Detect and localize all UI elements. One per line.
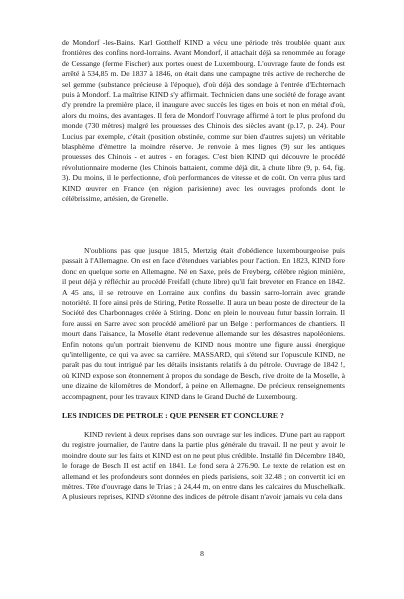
body-paragraph: N'oublions pas que jusque 1815, Mertzig était d'obédience luxembourgeoise puis passait à l'Allemagne. On est en face d'étendues variables pour l'action. En 1823, KIND fore donc en quelque sorte en Allemagne. Né en Saxe, près de Freyberg, célèbre région minière, il peut déjà y réfléchir au procédé Freifall (chute libre) qu'il fait breveter en France en 1842. A 45 ans, il se retrouve en Lorraine aux confins du bassin sarro-lorrain avec grande notoriété. Il fore ainsi près de Stiring, Petite Rosselle. Il aura un beau poste de directeur de la Société des Charbonnages créée à Stiring. Donc en plein le nouveau futur bassin lorrain. Il fore aussi en Sarre avec son procédé amélioré par un Belge : performances de chantiers. Il mourt dans l'aisance, la Moselle étant redevenue allemande sur les désastres napoléoniens. Enfin notons qu'un portrait bienvenu de KIND nous montre une figure aussi énergique qu'intelligente, ce qui va avec sa carrière. MASSARD, qui s'étend sur l'opuscule KIND, ne paraît pas du tout intrigué par les détails insistants relatifs à du pétrole. Ouvrage de 1842 !, où KIND expose son étonnement à propos du sondage de Besch, rive droite de la Moselle, à une dizaine de kilomètres de Mondorf, à peine en Allemagne. De précieux renseignements accompagnent, pour les travaux KIND dans le Grand Duché de Luxembourg. [62,246,345,401]
section-heading: LES INDICES DE PETROLE : QUE PENSER ET CONCLURE ? [62,411,284,420]
body-paragraph: de Mondorf -les-Bains. Karl Gotthelf KIND a vécu une période très troublée quant aux frontières des confins nord-lorrains. Avant Mondorf, il attachait déjà sa renommée au forage de Cessange (ferme Fischer) aux portes ouest de Luxembourg. L'ouvrage faute de fonds est arrêté à 534,85 m. De 1837 à 1846, on était dans une campagne très active de recherche de sel gemme (substance précieuse à l'époque), d'où déjà des sondage à l'entrée d'Echternach puis à Mondorf. La maîtrise KIND s'y affirmait. Technicien dans une société de forage avant d'y prendre la première place, il inaugure avec succès les tiges en bois et non en métal d'où, alors du moins, des avantages. Il fera de Mondorf l'ouvrage affirmé à tort le plus profond du monde (730 mètres) malgré les prouesses des Chinois des siècles avant (p.17, p. 24). Pour Lucius par exemple, c'était (position obstinée, comme sur bien d'autres sujets) un véritable blasphème d'émettre la moindre réserve. Je renvoie à mes lignes (9) sur les antiques prouesses des Chinois - et autres - en forages. C'est bien KIND qui découvre le procédé révolutionnaire moderne (les Chinois battaient, comme déjà dit, à chute libre (9, p. 64, fig. 3). Du moins, il le perfectionne, d'où performances de vitesse et de coût. On verra plus tard KIND œuvrer en France (en région parisienne) avec les ouvrages profonds dont le célébrissime, artésien, de Grenelle. [62,38,345,204]
page-number: 8 [200,549,204,558]
body-paragraph: KIND revient à deux reprises dans son ouvrage sur les indices. D'une part au rapport du registre journalier, de l'autre dans la partie plus générale du travail. Il ne peut y avoir le moindre doute sur les faits et KIND est on ne peut plus crédible. Installé fin Décembre 1840, le forage de Besch II est actif en 1841. Le fond sera à 276.90. Le texte de relation est en allemand et les profondeurs sont données en pieds parisiens, soit 32.48 ; on convertit ici en mètres. Tête d'ouvrage dans le Trias ; à 24,44 m, on entre dans les calcaires du Muschelkalk. A plusieurs reprises, KIND s'étonne des indices de pétrole disant n'avoir jamais vu cela dans [62,430,345,502]
